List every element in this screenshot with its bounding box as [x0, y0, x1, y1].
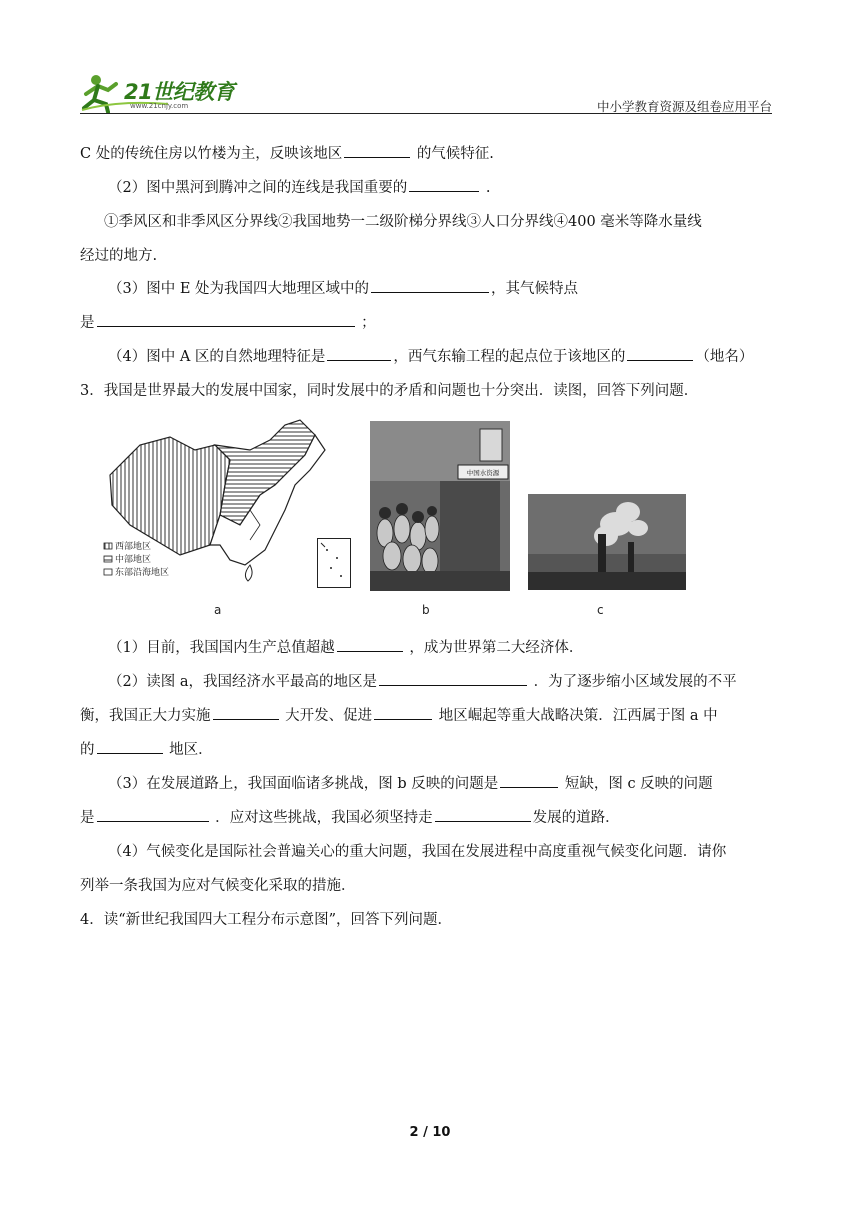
page-number: 2 / 10	[409, 1125, 451, 1140]
platform-name: 中小学教育资源及组卷应用平台	[596, 99, 772, 114]
answer-blank[interactable]	[213, 705, 279, 720]
q2-p2-text-a: （2）图中黑河到腾冲之间的连线是我国重要的	[108, 180, 408, 196]
site-logo	[78, 70, 258, 114]
q3-p4-line: （4）气候变化是国际社会普遍关心的重大问题，我国在发展进程中高度重视气候变化问题．请你	[108, 844, 727, 860]
q3-p3-text-d: ．应对这些挑战，我国必须坚持走	[215, 810, 433, 826]
logo-text: 21世纪教育	[124, 80, 235, 104]
q3-p3-cont	[80, 807, 780, 829]
caption-a: a	[214, 603, 222, 617]
answer-blank[interactable]	[500, 773, 558, 788]
q2-p4-text-b: ，西气东输工程的起点位于该地区的	[393, 349, 626, 365]
photo-air-pollution	[528, 494, 686, 590]
q3-p2-cont	[80, 705, 780, 727]
answer-blank[interactable]	[374, 705, 432, 720]
q2-c-line	[80, 143, 780, 165]
q2-options-cont: 经过的地方.	[80, 248, 158, 264]
answer-blank[interactable]	[435, 807, 531, 822]
header-rule	[80, 113, 772, 114]
q3-figures	[100, 415, 700, 625]
q3-stem: 3．我国是世界最大的发展中国家，同时发展中的矛盾和问题也十分突出．读图，回答下列问题．	[80, 383, 699, 399]
q3-p2-text-e: 地区崛起等重大战略决策．江西属于图 a 中	[438, 708, 718, 724]
q2-c-text-a: C 处的传统住房以竹楼为主，反映该地区	[80, 146, 343, 162]
q3-p1-text-a: （1）目前，我国国内生产总值超越	[108, 640, 335, 656]
answer-blank[interactable]	[97, 312, 355, 327]
q3-p2-line	[108, 671, 808, 693]
q2-p3-text-c: 是	[80, 315, 95, 331]
q3-p1-line	[108, 637, 808, 659]
legend-east: 东部沿海地区	[115, 568, 170, 578]
q3-p3-text-e: 发展的道路．	[532, 810, 620, 826]
q3-p2-cont2	[80, 739, 780, 761]
answer-blank[interactable]	[327, 346, 391, 361]
china-regions-map	[100, 415, 350, 595]
q2-p4-text-c: （地名）	[695, 349, 754, 365]
photo-b-sign: 中国水资源	[466, 469, 500, 477]
q3-p3-line	[108, 773, 808, 795]
answer-blank[interactable]	[379, 671, 527, 686]
answer-blank[interactable]	[97, 807, 209, 822]
q3-p3-text-b: 短缺，图 c 反映的问题	[564, 776, 713, 792]
q2-p3-line	[108, 278, 808, 300]
q2-p3-text-b: ，其气候特点	[491, 281, 579, 297]
logo-url: www.21cnjy.com	[130, 102, 189, 110]
q2-options: ①季风区和非季风区分界线②我国地势一二级阶梯分界线③人口分界线④400 毫米等降水量线	[104, 214, 702, 230]
answer-blank[interactable]	[371, 278, 489, 293]
q2-p4-text-a: （4）图中 A 区的自然地理特征是	[108, 349, 326, 365]
q3-p2-text-g: 地区．	[169, 742, 213, 758]
caption-c: c	[597, 603, 604, 617]
answer-blank[interactable]	[337, 637, 403, 652]
legend-central: 中部地区	[115, 555, 152, 565]
photo-water-shortage	[370, 421, 510, 591]
q3-p3-text-a: （3）在发展道路上，我国面临诸多挑战，图 b 反映的问题是	[108, 776, 499, 792]
answer-blank[interactable]	[97, 739, 163, 754]
caption-b: b	[422, 603, 430, 617]
q2-p4-line	[108, 346, 808, 368]
q3-p4-cont: 列举一条我国为应对气候变化采取的措施．	[80, 878, 356, 894]
q3-p3-text-c: 是	[80, 810, 95, 826]
legend-west: 西部地区	[115, 542, 152, 552]
answer-blank[interactable]	[344, 143, 410, 158]
q2-p3-text-d: ；	[361, 315, 376, 331]
q2-c-text-b: 的气候特征.	[416, 146, 494, 162]
q3-p2-text-b: ．为了逐步缩小区域发展的不平	[533, 674, 737, 690]
q3-p1-text-b: ，成为世界第二大经济体．	[409, 640, 584, 656]
answer-blank[interactable]	[409, 177, 479, 192]
q3-p2-text-d: 大开发、促进	[285, 708, 373, 724]
q3-p2-text-f: 的	[80, 742, 95, 758]
answer-blank[interactable]	[627, 346, 693, 361]
south-china-sea-inset	[317, 538, 351, 588]
q4-stem: 4．读“新世纪我国四大工程分布示意图”，回答下列问题．	[80, 912, 453, 928]
q3-p2-text-a: （2）读图 a，我国经济水平最高的地区是	[108, 674, 377, 690]
q2-p2-line	[108, 177, 808, 199]
q2-p2-text-b: .	[485, 180, 491, 196]
q3-p2-text-c: 衡，我国正大力实施	[80, 708, 211, 724]
q2-p3-text-a: （3）图中 E 处为我国四大地理区域中的	[108, 281, 370, 297]
q2-p3-cont	[80, 312, 780, 334]
